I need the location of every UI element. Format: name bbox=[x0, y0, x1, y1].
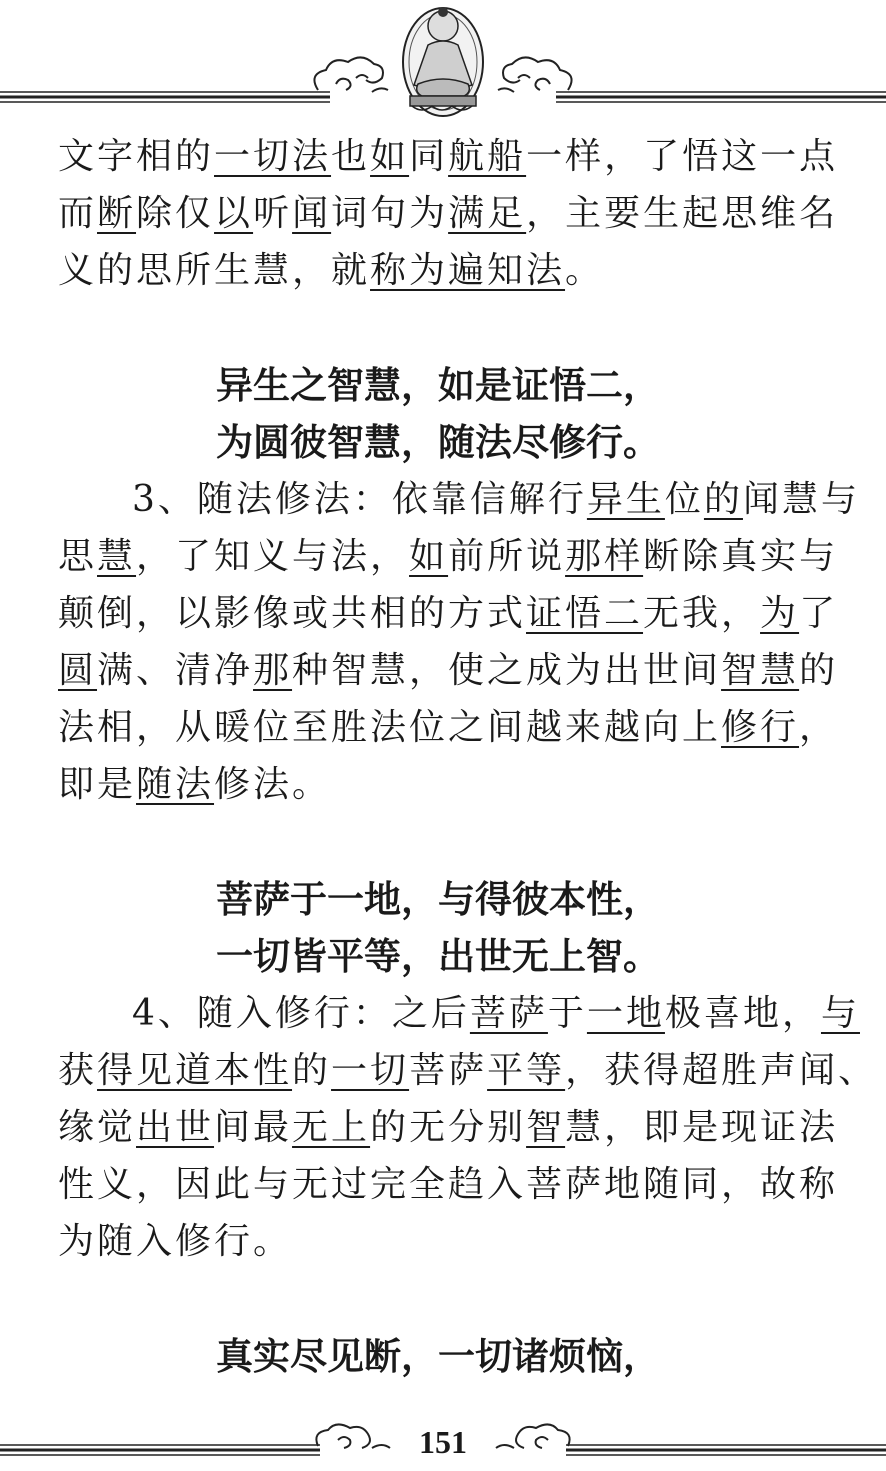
text-line bbox=[58, 128, 844, 185]
text-run: 菩萨 bbox=[409, 1050, 488, 1091]
text-line bbox=[58, 756, 844, 813]
text-run: 同 bbox=[409, 136, 449, 177]
page-number: 151 bbox=[419, 1424, 467, 1460]
commentary-paragraph bbox=[58, 471, 860, 813]
underlined-term: 一切法 bbox=[214, 136, 332, 177]
text-line bbox=[58, 528, 844, 585]
underlined-term: 无上 bbox=[292, 1107, 371, 1148]
buddha-figure-icon bbox=[403, 7, 483, 116]
text-run: ，主要生起思维名 bbox=[526, 193, 839, 234]
text-line bbox=[58, 471, 860, 528]
text-run: 间最 bbox=[214, 1107, 293, 1148]
underlined-term: 菩萨 bbox=[469, 993, 548, 1034]
underlined-term: 圆 bbox=[58, 650, 98, 691]
text-run: 也 bbox=[331, 136, 371, 177]
text-run: 前所说 bbox=[448, 536, 566, 577]
section-spacer bbox=[58, 813, 844, 871]
text-run: 闻慧与 bbox=[742, 479, 860, 520]
text-run: 思 bbox=[58, 536, 98, 577]
page-header bbox=[0, 0, 886, 120]
text-run: 即是 bbox=[58, 764, 137, 805]
underlined-term: 出世 bbox=[136, 1107, 215, 1148]
underlined-term: 修行 bbox=[721, 707, 800, 748]
commentary-paragraph bbox=[58, 128, 844, 299]
underlined-term: 称为遍知法 bbox=[370, 250, 566, 291]
underlined-term: 一地 bbox=[586, 993, 665, 1034]
underlined-term: 如 bbox=[370, 136, 410, 177]
underlined-term: 如 bbox=[409, 536, 449, 577]
text-run: ， bbox=[799, 707, 839, 748]
text-line bbox=[58, 1213, 844, 1270]
text-run: 修法。 bbox=[214, 764, 332, 805]
section-spacer bbox=[58, 1270, 844, 1328]
underlined-term: 证悟二 bbox=[526, 593, 644, 634]
text-run: 于 bbox=[547, 993, 587, 1034]
cloud-scroll-right-icon bbox=[498, 57, 572, 92]
text-run: 而 bbox=[58, 193, 98, 234]
text-run: 位 bbox=[664, 479, 704, 520]
underlined-term: 与 bbox=[820, 993, 860, 1034]
verse-line: 异生之智慧，如是证悟二， bbox=[216, 364, 660, 407]
text-run: 慧，即是现证法 bbox=[565, 1107, 839, 1148]
text-run: 颠倒，以影像或共相的方式 bbox=[58, 593, 527, 634]
text-line bbox=[58, 185, 844, 242]
text-run: 法相，从暖位至胜法位之间越来越向上 bbox=[58, 707, 722, 748]
underlined-term: 断 bbox=[97, 193, 137, 234]
underlined-term: 那 bbox=[253, 650, 293, 691]
text-run: 断除真实与 bbox=[643, 536, 839, 577]
underlined-term: 航船 bbox=[448, 136, 527, 177]
text-run: 除仅 bbox=[136, 193, 215, 234]
underlined-term: 异生 bbox=[586, 479, 665, 520]
section-spacer bbox=[58, 299, 844, 357]
text-line bbox=[58, 1042, 878, 1099]
text-run: 满、清净 bbox=[97, 650, 254, 691]
verse-line: 为圆彼智慧，随法尽修行。 bbox=[216, 421, 660, 464]
cloud-scroll-left-icon bbox=[314, 57, 388, 92]
text-line bbox=[58, 1099, 844, 1156]
text-run: 的 bbox=[799, 650, 839, 691]
verse-line: 一切皆平等，出世无上智。 bbox=[216, 935, 660, 978]
text-line bbox=[58, 699, 844, 756]
text-run: 词句为 bbox=[331, 193, 449, 234]
text-run: 极喜地， bbox=[664, 993, 821, 1034]
verse-line: 菩萨于一地，与得彼本性， bbox=[216, 878, 660, 921]
underlined-term: 闻 bbox=[292, 193, 332, 234]
text-line bbox=[58, 985, 860, 1042]
underlined-term: 那样 bbox=[565, 536, 644, 577]
text-run: 文字相的 bbox=[58, 136, 215, 177]
text-run: 听 bbox=[253, 193, 293, 234]
verse-line: 真实尽见断，一切诸烦恼， bbox=[216, 1335, 660, 1378]
text-run: 一样，了悟这一点 bbox=[526, 136, 839, 177]
text-run: 4、随入修行：之后 bbox=[132, 993, 470, 1034]
text-run: 为随入修行。 bbox=[58, 1221, 293, 1262]
text-run: 的 bbox=[292, 1050, 332, 1091]
underlined-term: 平等 bbox=[487, 1050, 566, 1091]
underlined-term: 满足 bbox=[448, 193, 527, 234]
underlined-term: 慧 bbox=[97, 536, 137, 577]
text-run: 3、随法修法：依靠信解行 bbox=[132, 479, 587, 520]
commentary-paragraph bbox=[58, 985, 878, 1270]
text-run: 。 bbox=[565, 250, 605, 291]
underlined-term: 一切 bbox=[331, 1050, 410, 1091]
text-run: ，获得超胜声闻、 bbox=[565, 1050, 878, 1091]
text-run: ，了知义与法， bbox=[136, 536, 410, 577]
text-line bbox=[58, 1156, 844, 1213]
text-line bbox=[58, 585, 844, 642]
text-line bbox=[58, 642, 844, 699]
text-run: 了 bbox=[799, 593, 839, 634]
text-line bbox=[58, 242, 844, 299]
underlined-term: 得见道本性 bbox=[97, 1050, 293, 1091]
underlined-term: 随法 bbox=[136, 764, 215, 805]
page-body bbox=[58, 128, 878, 1385]
underlined-term: 智 bbox=[526, 1107, 566, 1148]
text-run: 种智慧，使之成为出世间 bbox=[292, 650, 722, 691]
page-footer bbox=[0, 1418, 886, 1467]
text-run: 获 bbox=[58, 1050, 98, 1091]
underlined-term: 为 bbox=[760, 593, 800, 634]
text-run: 义的思所生慧，就 bbox=[58, 250, 371, 291]
buddha-header-ornament bbox=[0, 0, 886, 120]
text-run: 性义，因此与无过完全趋入菩萨地随同，故称 bbox=[58, 1164, 839, 1205]
text-run: 的无分别 bbox=[370, 1107, 527, 1148]
text-run: 缘觉 bbox=[58, 1107, 137, 1148]
text-run: 无我， bbox=[643, 593, 761, 634]
underlined-term: 的 bbox=[703, 479, 743, 520]
underlined-term: 智慧 bbox=[721, 650, 800, 691]
underlined-term: 以 bbox=[214, 193, 254, 234]
